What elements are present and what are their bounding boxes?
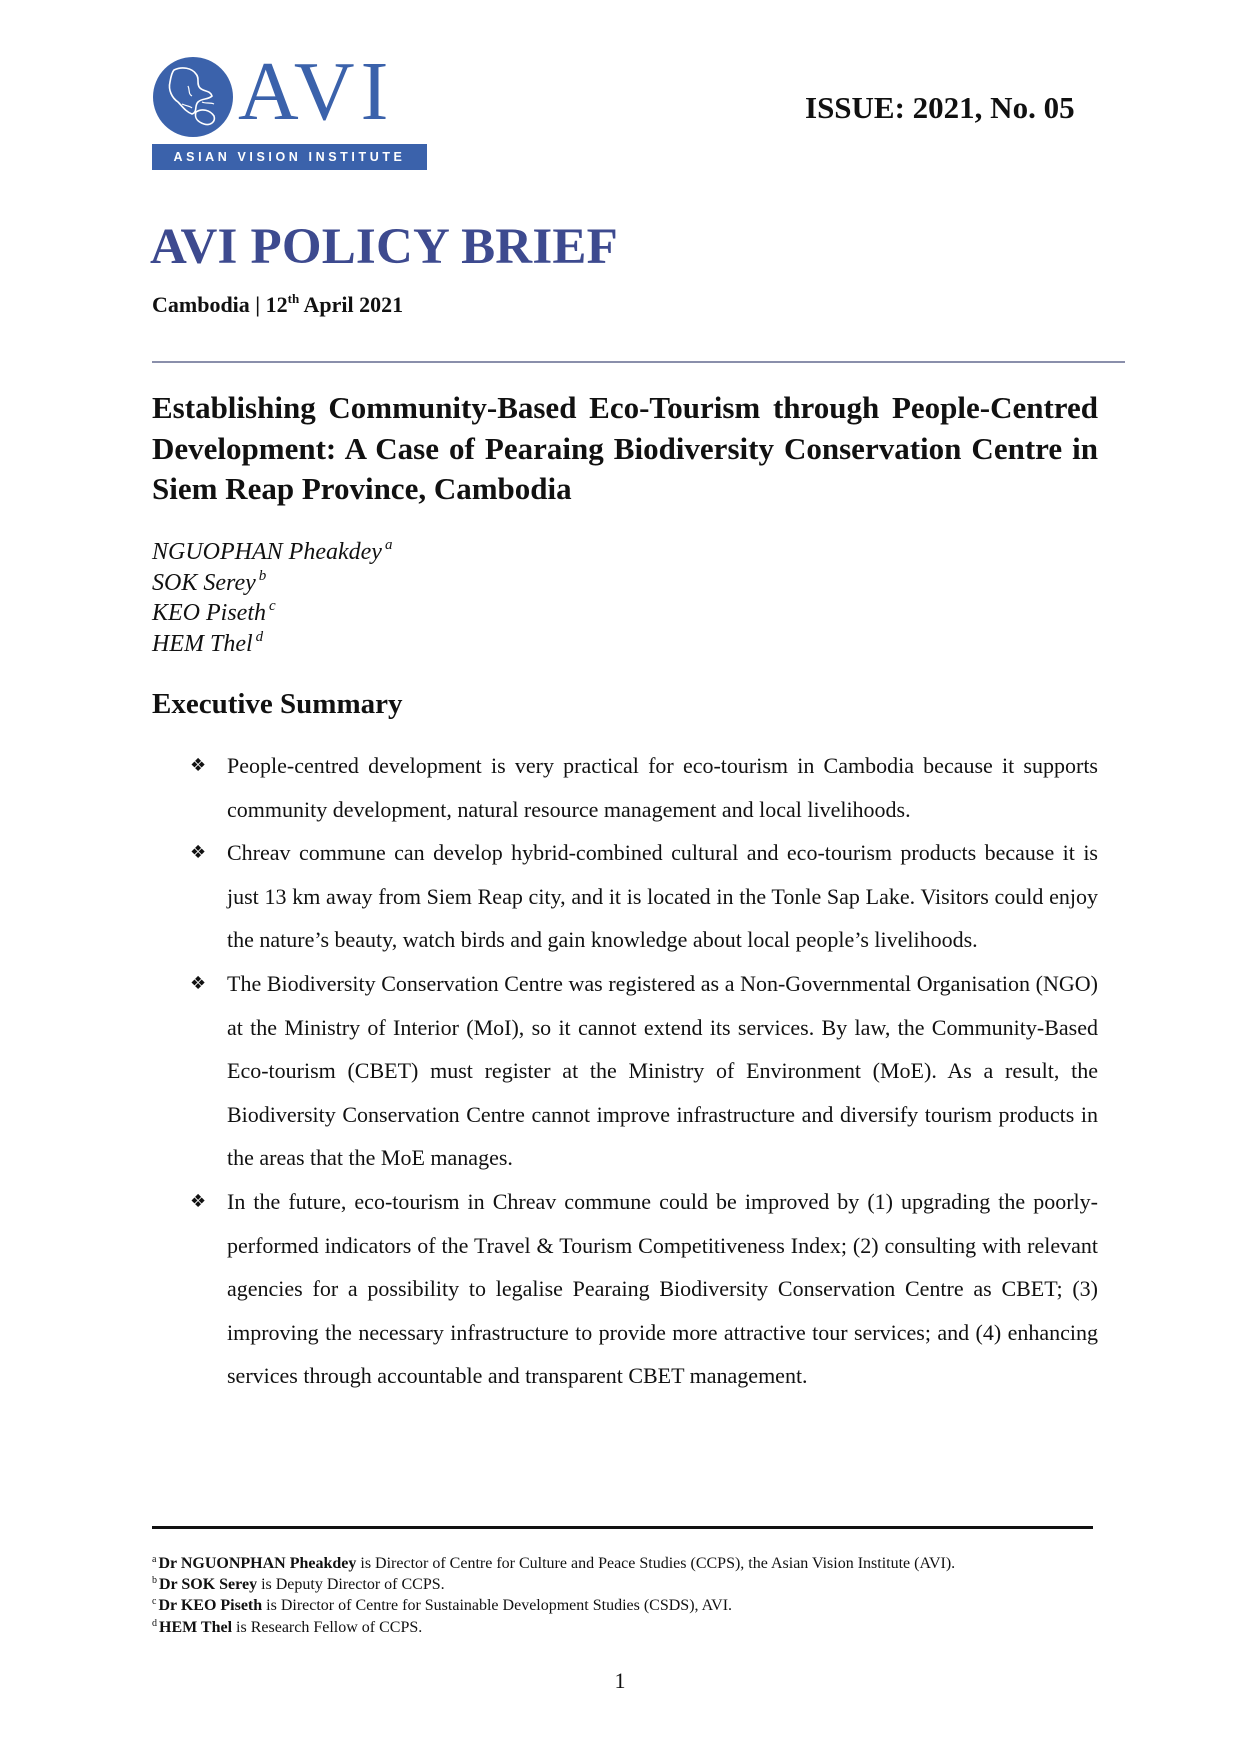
footnote-name: HEM Thel xyxy=(159,1618,233,1636)
diamond-bullet-icon: ❖ xyxy=(190,755,207,776)
avi-logo xyxy=(152,45,432,174)
summary-bullet-list xyxy=(190,744,1098,1398)
author-name: HEM Thel xyxy=(152,630,253,657)
document-title: Establishing Community-Based Eco-Tourism through People-Centred Development: A Case of Pearaing Biodiversity Conservation Centre in Siem Reap Province, Cambodia xyxy=(152,390,1098,506)
summary-bullet xyxy=(190,831,1098,962)
bullet-text: Chreav commune can develop hybrid-combined cultural and eco-tourism products because it is just 13 km away from Siem Reap city, and it is located in the Tonle Sap Lake. Visitors could enjoy the nature’s beauty, watch birds and gain knowledge about local people’s livelihoods. xyxy=(227,840,1098,953)
summary-bullet xyxy=(190,962,1098,1180)
author-footnote-mark: b xyxy=(258,567,267,584)
globe-icon xyxy=(152,56,234,138)
dateline-day-suffix: th xyxy=(287,291,300,306)
footnote-mark: a xyxy=(152,1554,157,1565)
footnote-name: Dr NGUONPHAN Pheakdey xyxy=(158,1555,357,1572)
header-divider xyxy=(152,361,1125,363)
footnote-text: is Research Fellow of CCPS. xyxy=(232,1618,423,1636)
footnotes xyxy=(152,1553,955,1638)
summary-bullet xyxy=(190,1180,1098,1398)
author-footnote-mark: c xyxy=(269,598,276,614)
footnote-mark: c xyxy=(152,1596,157,1608)
footnote xyxy=(152,1595,955,1616)
author-name: SOK Serey xyxy=(152,569,256,596)
author-footnote-mark: d xyxy=(255,628,264,645)
bullet-text: People-centred development is very practical for eco-tourism in Cambodia because it supports community development, natural resource management and local livelihoods. xyxy=(227,753,1098,822)
diamond-bullet-icon: ❖ xyxy=(190,1190,207,1212)
author-list xyxy=(152,537,392,659)
page-number: 1 xyxy=(614,1668,626,1693)
footnote-text: is Director of Centre for Sustainable Development Studies (CSDS), AVI. xyxy=(262,1597,733,1615)
author xyxy=(152,537,392,568)
footnote xyxy=(152,1617,955,1638)
footnote-text: is Deputy Director of CCPS. xyxy=(257,1576,445,1594)
footnote-name: Dr KEO Piseth xyxy=(158,1597,263,1615)
logo-wordmark: AVI xyxy=(238,45,395,138)
author-name: NGUOPHAN Pheakdey xyxy=(152,539,382,565)
footnote-mark: d xyxy=(152,1617,157,1629)
dateline xyxy=(152,292,403,318)
author xyxy=(152,598,392,629)
dateline-month-year: April 2021 xyxy=(303,292,404,317)
author-name: KEO Piseth xyxy=(152,600,266,626)
footnote-mark: b xyxy=(152,1575,157,1587)
footnote-divider xyxy=(152,1526,1093,1529)
dateline-day: 12 xyxy=(265,292,288,317)
section-heading-executive-summary: Executive Summary xyxy=(152,688,403,720)
author-footnote-mark: a xyxy=(384,537,393,553)
bullet-text: The Biodiversity Conservation Centre was registered as a Non-Governmental Organisation (NGO) at the Ministry of Interior (MoI), so it cannot extend its services. By law, the Community-Based Eco-tourism (CBET) must register at the Ministry of Environment (MoE). As a result, the Biodiversity Conservation Centre cannot improve infrastructure and diversify tourism products in the areas that the MoE manages. xyxy=(227,970,1098,1171)
author xyxy=(152,568,392,599)
footnote xyxy=(152,1574,955,1595)
summary-bullet xyxy=(190,744,1098,831)
diamond-bullet-icon: ❖ xyxy=(190,972,207,994)
logo-tagline: ASIAN VISION INSTITUTE xyxy=(152,144,427,170)
author xyxy=(152,629,392,660)
series-title: AVI POLICY BRIEF xyxy=(150,219,618,275)
issue-number: ISSUE: 2021, No. 05 xyxy=(805,90,1075,125)
diamond-bullet-icon: ❖ xyxy=(190,842,207,864)
footnote-name: Dr SOK Serey xyxy=(159,1576,258,1594)
bullet-text: In the future, eco-tourism in Chreav commune could be improved by (1) upgrading the poorly-performed indicators of the Travel & Tourism Competitiveness Index; (2) consulting with relevant agencies for a possibility to legalise Pearaing Biodiversity Conservation Centre as CBET; (3) improving the necessary infrastructure to provide more attractive tour services; and (4) enhancing services through accountable and transparent CBET management. xyxy=(227,1188,1098,1389)
dateline-country: Cambodia xyxy=(152,292,250,317)
dateline-separator: | xyxy=(255,292,261,317)
footnote-text: is Director of Centre for Culture and Peace Studies (CCPS), the Asian Vision Institute (AVI). xyxy=(356,1555,956,1572)
footnote xyxy=(152,1553,955,1574)
